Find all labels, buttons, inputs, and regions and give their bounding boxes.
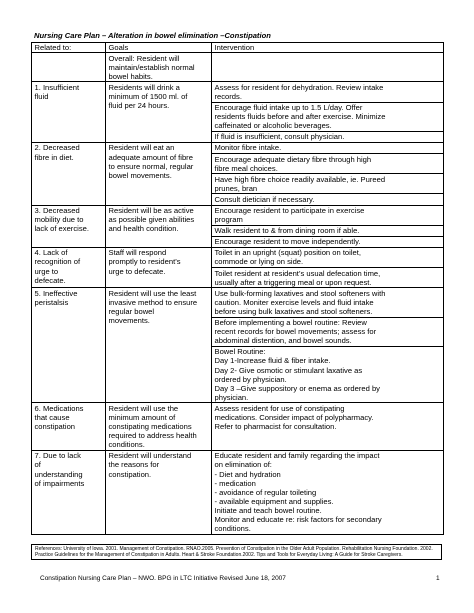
cell-line: constipation — [34, 422, 76, 432]
goal-cell — [106, 403, 212, 450]
cell-line: urge to defecate. — [108, 266, 166, 276]
related-to-cell — [32, 247, 106, 287]
related-to-cell — [32, 142, 106, 205]
cell-line: 4. Lack of — [34, 248, 68, 258]
cell-line: recognition of — [34, 257, 81, 267]
header-goals: Goals — [106, 43, 212, 53]
intervention-cell — [212, 225, 444, 236]
cell-line: Day 1-Increase fluid & fiber intake. — [214, 356, 331, 366]
cell-line: ordered by physician. — [214, 374, 287, 384]
document-title: Nursing Care Plan – Alteration in bowel elimination –Constipation — [34, 31, 271, 40]
cell-line: - Diet and hydration — [214, 469, 281, 479]
cell-line: commode or lying on side. — [214, 257, 304, 267]
cell-line: lack of exercise. — [34, 224, 89, 234]
related-to-cell — [32, 82, 106, 143]
cell-line: usually after a triggering meal or upon request. — [214, 277, 372, 287]
intervention-cell — [212, 102, 444, 131]
cell-line: Toilet resident at resident’s usual defecation time, — [214, 268, 381, 278]
cell-line: Residents will drink a — [108, 82, 180, 92]
intervention-cell — [212, 346, 444, 403]
cell-line: Bowel Routine: — [214, 347, 266, 357]
cell-line: fluid per 24 hours. — [108, 101, 170, 111]
cell-line: Before implementing a bowel routine: Review — [214, 318, 367, 328]
cell-line: bowel movements. — [108, 170, 172, 180]
intervention-cell — [212, 154, 444, 174]
cell-line: mobility due to — [34, 215, 84, 225]
header-intervention: Intervention — [212, 43, 444, 53]
table-row — [32, 450, 444, 534]
cell-line: Refer to pharmacist for consultation. — [214, 422, 337, 432]
cell-line: Resident will use the least — [108, 288, 197, 298]
cell-line: Encourage resident to move independently. — [214, 237, 361, 247]
cell-line: Encourage fluid intake up to 1.5 L/day. Offer — [214, 103, 363, 113]
cell-line: recent records for bowel movements; assess for — [214, 327, 377, 337]
cell-line: Initiate and teach bowel routine. — [214, 505, 322, 515]
cell-line: invasive method to ensure — [108, 297, 198, 307]
cell-line: required to address health — [108, 431, 197, 441]
intervention-cell — [212, 82, 444, 102]
page-number: 1 — [436, 575, 440, 582]
cell-line: Assess for resident for dehydration. Review intake — [214, 82, 384, 92]
cell-line: and health condition. — [108, 224, 179, 234]
cell-line: 3. Decreased — [34, 206, 80, 215]
related-to-cell — [32, 288, 106, 403]
intervention-cell — [212, 236, 444, 247]
care-plan-table — [31, 42, 444, 535]
cell-line: conditions. — [108, 440, 145, 450]
table-row — [32, 403, 444, 450]
cell-line: promptly to resident’s — [108, 257, 181, 267]
cell-line: adequate amount of fibre — [108, 152, 193, 162]
cell-line: Encourage resident to participate in exercise — [214, 206, 365, 215]
cell-line: program — [214, 215, 243, 225]
related-to-cell — [32, 450, 106, 534]
intervention-cell — [212, 194, 444, 205]
table-row — [32, 53, 444, 82]
intervention-cell — [212, 142, 444, 153]
cell-line: Resident will eat an — [108, 143, 175, 153]
related-to-cell — [32, 53, 106, 82]
cell-line: fibre in diet. — [34, 152, 74, 162]
cell-line: Day 2- Give osmotic or stimulant laxative as — [214, 365, 363, 375]
table-header-row — [32, 43, 444, 53]
cell-line: that cause — [34, 412, 70, 422]
cell-line: If fluid is insufficient, consult physician. — [214, 132, 345, 142]
goal-cell — [106, 247, 212, 287]
intervention-cell — [212, 403, 444, 450]
cell-line: 6. Medications — [34, 403, 84, 413]
goal-cell — [106, 450, 212, 534]
cell-line: urge to — [34, 266, 59, 276]
cell-line: fibre meal choices. — [214, 163, 278, 173]
cell-line: bowel habits. — [108, 71, 153, 81]
goal-cell — [106, 142, 212, 205]
cell-line: - available equipment and supplies. — [214, 496, 334, 506]
intervention-cell — [212, 268, 444, 288]
cell-line: on elimination of: — [214, 460, 272, 470]
cell-line: Assess resident for use of constipating — [214, 403, 345, 413]
cell-line: Day 3 –Give suppository or enema as ordered by — [214, 383, 380, 393]
cell-line: physician. — [214, 392, 249, 402]
cell-line: Have high fibre choice readily available, ie. Pureed — [214, 174, 386, 184]
cell-line: minimum of 1500 ml. of — [108, 91, 188, 101]
cell-line: Resident will understand — [108, 451, 192, 461]
cell-line: of — [34, 460, 41, 470]
cell-line: peristalsis — [34, 297, 69, 307]
cell-line: fluid — [34, 91, 49, 101]
intervention-cell — [212, 53, 444, 82]
intervention-cell — [212, 205, 444, 225]
cell-line: Monitor fibre intake. — [214, 143, 282, 153]
cell-line: - avoidance of regular toileting — [214, 487, 317, 497]
cell-line: Overall: Resident will — [108, 53, 180, 63]
cell-line: Use bulk-forming laxatives and stool softeners with — [214, 288, 386, 298]
cell-line: Encourage adequate dietary fibre through high — [214, 154, 372, 164]
intervention-cell — [212, 174, 444, 194]
cell-line: Walk resident to & from dining room if able. — [214, 226, 360, 236]
intervention-cell — [212, 317, 444, 346]
goal-cell — [106, 288, 212, 403]
cell-line: of impairments — [34, 478, 85, 488]
intervention-cell — [212, 450, 444, 534]
cell-line: to ensure normal, regular — [108, 161, 194, 171]
cell-line: prunes, bran — [214, 183, 258, 193]
cell-line: - medication — [214, 478, 256, 488]
cell-line: regular bowel — [108, 306, 155, 316]
table-row — [32, 205, 444, 225]
cell-line: minimum amount of — [108, 412, 176, 422]
cell-line: Resident will use the — [108, 403, 179, 413]
intervention-cell — [212, 247, 444, 267]
cell-line: 2. Decreased — [34, 143, 80, 153]
cell-line: constipating medications — [108, 422, 192, 432]
table-row — [32, 247, 444, 267]
care-plan-body — [32, 53, 444, 535]
intervention-cell — [212, 288, 444, 317]
related-to-cell — [32, 403, 106, 450]
cell-line: Staff will respond — [108, 248, 167, 258]
table-row — [32, 142, 444, 153]
cell-line: medications. Consider impact of polypharmacy. — [214, 412, 374, 422]
header-related-to: Related to: — [32, 43, 106, 53]
cell-line: movements. — [108, 316, 150, 326]
cell-line: abdominal distention, and bowel sounds. — [214, 336, 352, 346]
cell-line: caffeinated or alcoholic beverages. — [214, 121, 332, 131]
goal-cell — [106, 82, 212, 143]
references-text: References: University of Iowa. 2001. Management of Constipation. RNAO.2005. Prevention of Constipation in the Older Adult Population. Rehabilitation Nursing Foundation. 2002. Practice Guidelines for the Management of Constipation in Adults. Heart & Stroke Foundation.2002. Tips and Tools for Everyday Living: A Guide for Stroke Caregivers. — [35, 546, 433, 558]
cell-line: understanding — [34, 469, 83, 479]
references-box — [31, 544, 442, 560]
cell-line: records. — [214, 91, 242, 101]
cell-line: maintain/establish normal — [108, 62, 195, 72]
table-row — [32, 82, 444, 102]
cell-line: caution. Moniter exercise levels and fluid intake — [214, 297, 374, 307]
cell-line: before using bulk laxatives and stool softeners. — [214, 306, 373, 316]
cell-line: Educate resident and family regarding the impact — [214, 451, 380, 461]
intervention-cell — [212, 131, 444, 142]
cell-line: 1. Insufficient — [34, 82, 80, 92]
cell-line: 5. Ineffective — [34, 288, 78, 298]
goal-cell — [106, 205, 212, 247]
page-footer: Constipation Nursing Care Plan – NWO. BPG in LTC Initiative Revised June 18, 2007 — [40, 575, 286, 582]
cell-line: Monitor and educate re: risk factors for secondary — [214, 515, 382, 524]
cell-line: Consult dietician if necessary. — [214, 194, 315, 204]
cell-line: 7. Due to lack — [34, 451, 81, 461]
cell-line: residents fluids before and after exercise. Minimize — [214, 112, 386, 122]
cell-line: the reasons for — [108, 460, 160, 470]
cell-line: Resident will be as active — [108, 206, 194, 215]
table-row — [32, 288, 444, 317]
cell-line: as possible given abilities — [108, 215, 195, 225]
related-to-cell — [32, 205, 106, 247]
goal-cell — [106, 53, 212, 82]
cell-line: conditions. — [214, 524, 251, 534]
cell-line: defecate. — [34, 275, 66, 285]
cell-line: constipation. — [108, 469, 152, 479]
cell-line: Toilet in an upright (squat) position on toilet, — [214, 248, 361, 258]
